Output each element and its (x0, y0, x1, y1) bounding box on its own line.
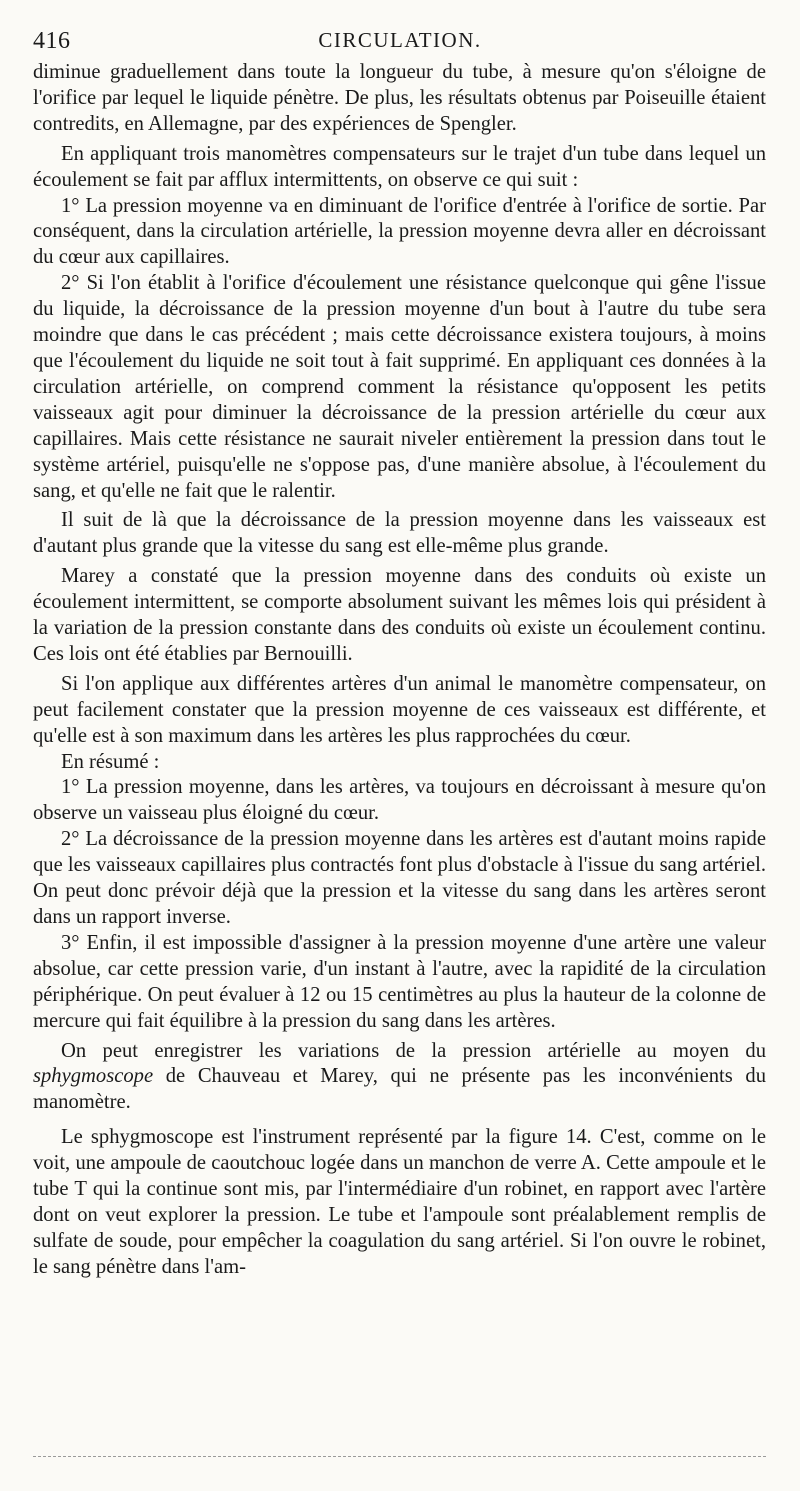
page-bottom-rule (33, 1456, 766, 1457)
paragraph: Le sphygmoscope est l'instrument représenté par la figure 14. C'est, comme on le voit, une ampoule de caoutchouc logée dans un manchon de verre A. Cette ampoule et le tube T qui la continue sont mis, par l'intermédiaire d'un robinet, en rapport avec l'artère dont on veut explorer la pression. Le tube et l'ampoule sont préalablement remplis de sulfate de soude, pour empêcher la coagulation du sang artériel. Si l'on ouvre le robinet, le sang pénètre dans l'am- (33, 1126, 766, 1278)
paragraph: En résumé : (61, 750, 160, 773)
list-item: 3° Enfin, il est impossible d'assigner à la pression moyenne d'une artère une valeur absolue, car cette pression varie, d'un instant à l'autre, avec la rapidité de la circulation périphérique. On peut évaluer à 12 ou 15 centimètres au plus la hauteur de la colonne de mercure qui fait équilibre à la pression du sang dans les artères. (33, 931, 766, 1032)
body-text (33, 60, 766, 1281)
list-item: 2° La décroissance de la pression moyenne dans les artères est d'autant moins rapide que les vaisseaux capillaires plus contractés font plus d'obstacle à l'issue du sang artériel. On peut donc prévoir déjà que la pression et la vitesse du sang dans les artères seront dans un rapport inverse. (33, 828, 766, 928)
list-item: 1° La pression moyenne va en diminuant de l'orifice d'entrée à l'orifice de sortie. Par conséquent, dans la circulation artérielle, la pression moyenne devra aller en décroissant du cœur aux capillaires. (33, 194, 766, 269)
page-number: 416 (33, 28, 71, 54)
paragraph: Si l'on applique aux différentes artères d'un animal le manomètre compensateur, on peut facilement constater que la pression moyenne de ces vaisseaux est différente, et qu'elle est à son maximum dans les artères les plus rapprochées du cœur. (33, 672, 766, 747)
paragraph (33, 1039, 766, 1117)
paragraph: Il suit de là que la décroissance de la pression moyenne dans les vaisseaux est d'autant plus grande que la vitesse du sang est elle-même plus grande. (33, 509, 766, 558)
list-item: 1° La pression moyenne, dans les artères, va toujours en décroissant à mesure qu'on observe un vaisseau plus éloigné du cœur. (33, 776, 766, 825)
text-run: On peut enregistrer les variations de la pression artérielle au moyen du (61, 1039, 766, 1062)
text-run: de Chauveau et Marey, qui ne présente pas les inconvénients du manomètre. (33, 1065, 766, 1114)
paragraph: diminue graduellement dans toute la longueur du tube, à mesure qu'on s'éloigne de l'orifice par lequel le liquide pénètre. De plus, les résultats obtenus par Poiseuille étaient contredits, en Allemagne, par des expériences de Spengler. (33, 61, 766, 135)
list-item: 2° Si l'on établit à l'orifice d'écoulement une résistance quelconque qui gêne l'issue du liquide, la décroissance de la pression moyenne d'un bout à l'autre du tube sera moindre que dans le cas précédent ; mais cette décroissance existera toujours, à moins que l'écoulement du liquide ne soit tout à fait supprimé. En appliquant ces données à la circulation artérielle, on comprend comment la résistance qu'opposent les petits vaisseaux agit pour diminuer la décroissance de la pression artérielle du cœur aux capillaires. Mais cette résistance ne saurait niveler entièrement la pression dans tout le système artériel, puisqu'elle ne s'oppose pas, d'une manière absolue, à l'écoulement du sang, et qu'elle ne fait que le ralentir. (33, 272, 766, 502)
running-title: CIRCULATION. (318, 28, 482, 52)
paragraph: Marey a constaté que la pression moyenne dans des conduits où existe un écoulement intermittent, se comporte absolument suivant les mêmes lois qui président à la variation de la pression constante dans des conduits où existe un écoulement continu. Ces lois ont été établies par Bernouilli. (33, 565, 766, 665)
italic-term: sphygmoscope (33, 1065, 154, 1088)
paragraph: En appliquant trois manomètres compensateurs sur le trajet d'un tube dans lequel un écoulement se fait par afflux intermittents, on observe ce qui suit : (33, 142, 766, 191)
